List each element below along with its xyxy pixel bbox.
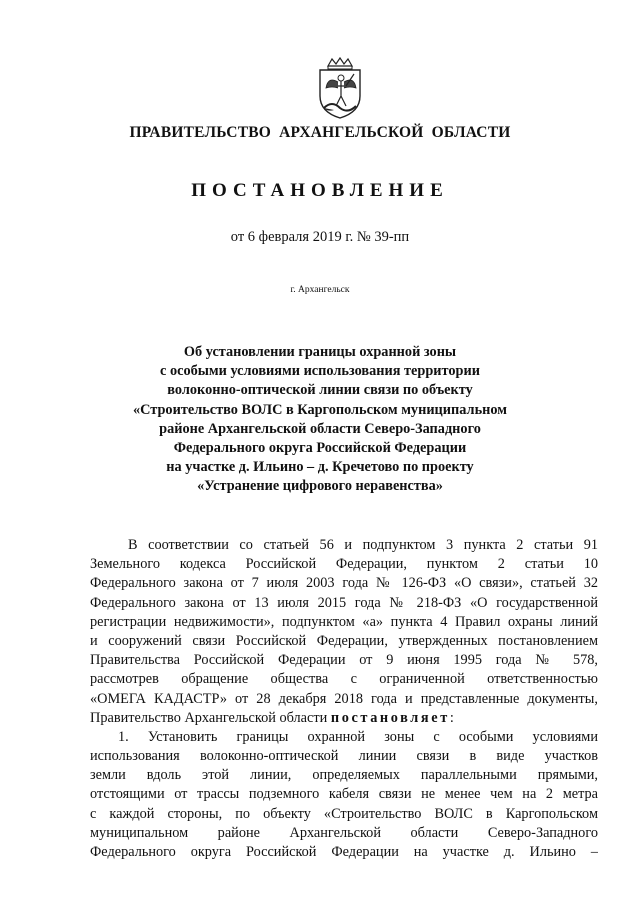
body-line-decision — [90, 709, 598, 728]
title-line: волоконно-оптической линии связи по объекту — [167, 382, 473, 399]
title-line: «Устранение цифрового неравенства» — [197, 478, 443, 495]
document-city: г. Архангельск — [290, 285, 350, 295]
body-line: с каждой стороны, по объекту «Строительство ВОЛС в Каргопольском — [90, 805, 598, 822]
coat-of-arms-icon — [310, 56, 370, 120]
body-line: Федерального закона от 7 июля 2003 года № 126-ФЗ «О связи», статьей 32 — [90, 575, 598, 592]
body-line: отстоящими от трассы подземного кабеля связи не менее чем на 2 метра — [90, 786, 598, 803]
document-date-number: от 6 февраля 2019 г. № 39-пп — [230, 229, 410, 245]
organization-name: ПРАВИТЕЛЬСТВО АРХАНГЕЛЬСКОЙ ОБЛАСТИ — [129, 124, 511, 141]
body-line: Федерального закона от 13 июля 2015 года № 218-ФЗ «О государственной — [90, 594, 598, 611]
body-line: регистрации недвижимости», подпунктом «а» пункта 4 Правил охраны линий — [90, 613, 598, 630]
body-line: земли вдоль этой линии, определяемых параллельными прямыми, — [90, 767, 598, 784]
body-line: Правительства Российской Федерации от 9 июня 1995 года № 578, — [90, 652, 598, 669]
body-line: В соответствии со статьей 56 и подпунктом 3 пункта 2 статьи 91 — [128, 537, 598, 553]
body-line: и сооружений связи Российской Федерации, утвержденных постановлением — [90, 632, 598, 649]
body-line: рассмотрев обращение общества с ограниченной ответственностью — [90, 671, 598, 688]
body-line: «ОМЕГА КАДАСТР» от 28 декабря 2018 года и представленные документы, — [90, 690, 598, 707]
body-line: муниципальном районе Архангельской области Северо-Западного — [90, 824, 598, 841]
document-type: ПОСТАНОВЛЕНИЕ — [191, 180, 449, 201]
title-line: на участке д. Ильино – д. Кречетово по проекту — [166, 459, 474, 476]
body-line: использования волоконно-оптической линии связи в виде участков — [90, 748, 598, 765]
title-line: Федерального округа Российской Федерации — [173, 440, 467, 457]
title-line: Об установлении границы охранной зоны — [183, 344, 457, 360]
decision-prefix: Правительство Архангельской области — [90, 709, 331, 726]
body-line: 1. Установить границы охранной зоны с особыми условиями — [118, 728, 598, 745]
document-body — [90, 536, 598, 862]
document-title — [0, 343, 640, 497]
title-line: «Строительство ВОЛС в Каргопольском муниципальном — [133, 401, 507, 418]
body-line: Земельного кодекса Российской Федерации, пунктом 2 статьи 10 — [90, 556, 598, 573]
decision-suffix: : — [449, 709, 454, 726]
title-line: с особыми условиями использования территории — [160, 363, 480, 380]
body-line: Федерального округа Российской Федерации на участке д. Ильино – — [90, 844, 598, 860]
decision-word: постановляет — [330, 709, 450, 726]
title-line: районе Архангельской области Северо-Западного — [159, 420, 481, 437]
